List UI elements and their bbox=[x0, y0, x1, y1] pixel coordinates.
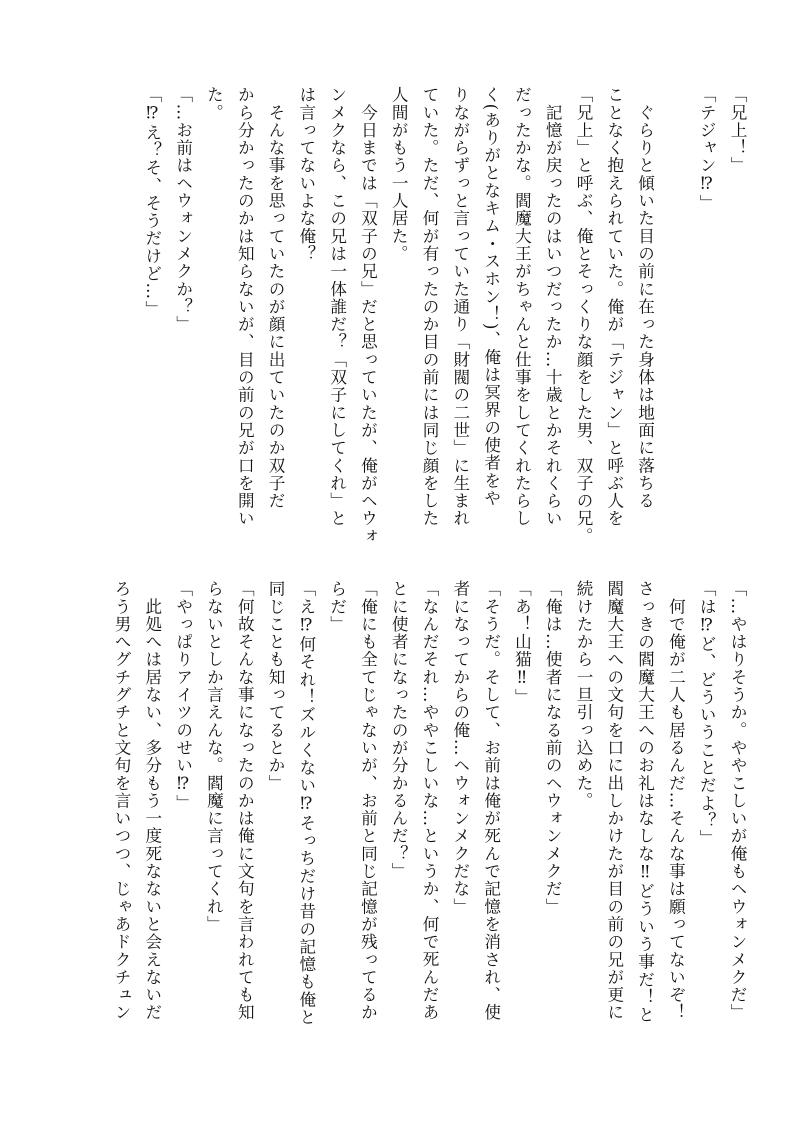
text-line: ろう男へグチグチと文句を言いつつ、じゃあドクチュン bbox=[112, 580, 132, 1022]
text-line: 「は⁉ど、どういうことだよ？」 bbox=[697, 580, 717, 848]
text-line: 者になってからの俺…ヘウォンメクだな」 bbox=[450, 580, 470, 916]
text-line: 「俺は…使者になる前のヘウォンメクだ」 bbox=[543, 580, 563, 916]
text-line: 「…お前はヘウォンメクか？」 bbox=[173, 86, 193, 334]
text-line: 閻魔大王への文句を口に出しかけたが目の前の兄が更に bbox=[604, 580, 624, 1022]
text-line: 此処へは居ない、多分もう一度死なないと会えないだ bbox=[142, 580, 162, 1022]
text-line: さっきの閻魔大王へのお礼はなしな‼どういう事だ！と bbox=[635, 580, 655, 1024]
text-line: りながらずっと言っていた通り「財閥の二世」に生まれ bbox=[450, 86, 470, 528]
text-line: 「なんだそれ…ややこしいな…というか、何で死んだあ bbox=[420, 580, 440, 1022]
text-line: ぐらりと傾いた目の前に在った身体は地面に落ちる bbox=[635, 86, 655, 510]
text-line: ていた。ただ、何が有ったのか目の前には同じ顔をした bbox=[420, 86, 440, 528]
text-line: 「え⁉何それ！ズルくない⁉そっちだけ昔の記憶も俺と bbox=[296, 580, 316, 1027]
text-line: は言ってないよな俺？ bbox=[296, 86, 316, 263]
text-line: とに使者になったのが分かるんだ？」 bbox=[389, 580, 409, 881]
text-line: 人間がもう一人居た。 bbox=[389, 86, 409, 263]
text-line: だったかな。閻魔大王がちゃんと仕事をしてくれたらし bbox=[512, 86, 532, 528]
text-line: 今日までは「双子の兄」だと思っていたが、俺がヘウォ bbox=[358, 86, 378, 545]
text-line: 何で俺が二人も居るんだ…そんな事は願ってないぞ！ bbox=[666, 580, 686, 1022]
lower-text-block bbox=[49, 580, 752, 1045]
text-line: 「…やはりそうか。ややこしいが俺もヘウォンメクだ」 bbox=[728, 580, 747, 1022]
text-line: 「⁉え？そ、そうだけど…」 bbox=[142, 86, 162, 318]
text-line: 「兄上！」 bbox=[728, 86, 747, 175]
text-line: 「テジャン⁉」 bbox=[697, 86, 717, 212]
text-line: 「何故そんな事になったのかは俺に文句を言われても知 bbox=[235, 580, 255, 1022]
text-line: らだ」 bbox=[327, 580, 347, 633]
text-line: 「兄上」と呼ぶ、俺とそっくりな顔をした男、双子の兄。 bbox=[574, 86, 594, 545]
text-line: 「あ！山猫‼」 bbox=[512, 580, 532, 706]
blank-line bbox=[660, 86, 691, 548]
text-line: く(ありがとなキム・スホン！)、俺は冥界の使者をや bbox=[481, 86, 501, 507]
upper-text-block bbox=[49, 86, 752, 548]
text-line: から分かったのかは知らないが、目の前の兄が口を開い bbox=[235, 86, 255, 528]
text-line: 「俺にも全てじゃないが、お前と同じ記憶が残ってるか bbox=[358, 580, 378, 1022]
text-line: 記憶が戻ったのはいつだったか…十歳とかそれくらい bbox=[543, 86, 563, 528]
text-line: 続けたから一旦引っ込めた。 bbox=[574, 580, 594, 810]
text-line: た。 bbox=[204, 86, 224, 122]
text-line: 「やっぱりアイツのせい⁉」 bbox=[173, 580, 193, 812]
text-line: そんな事を思っていたのが顔に出ていたのか双子だ bbox=[266, 86, 286, 510]
text-line: ことなく抱えられていた。俺が「テジャン」と呼ぶ人を bbox=[604, 86, 624, 528]
text-line: らないとしか言えんな。閻魔に言ってくれ」 bbox=[204, 580, 224, 933]
text-line: 同じことも知ってるとか」 bbox=[266, 580, 286, 792]
text-line: 「そうだ。そして、お前は俺が死んで記憶を消され、使 bbox=[481, 580, 501, 1022]
text-line: ンメクなら、この兄は一体誰だ？「双子にしてくれ」と bbox=[327, 86, 347, 528]
